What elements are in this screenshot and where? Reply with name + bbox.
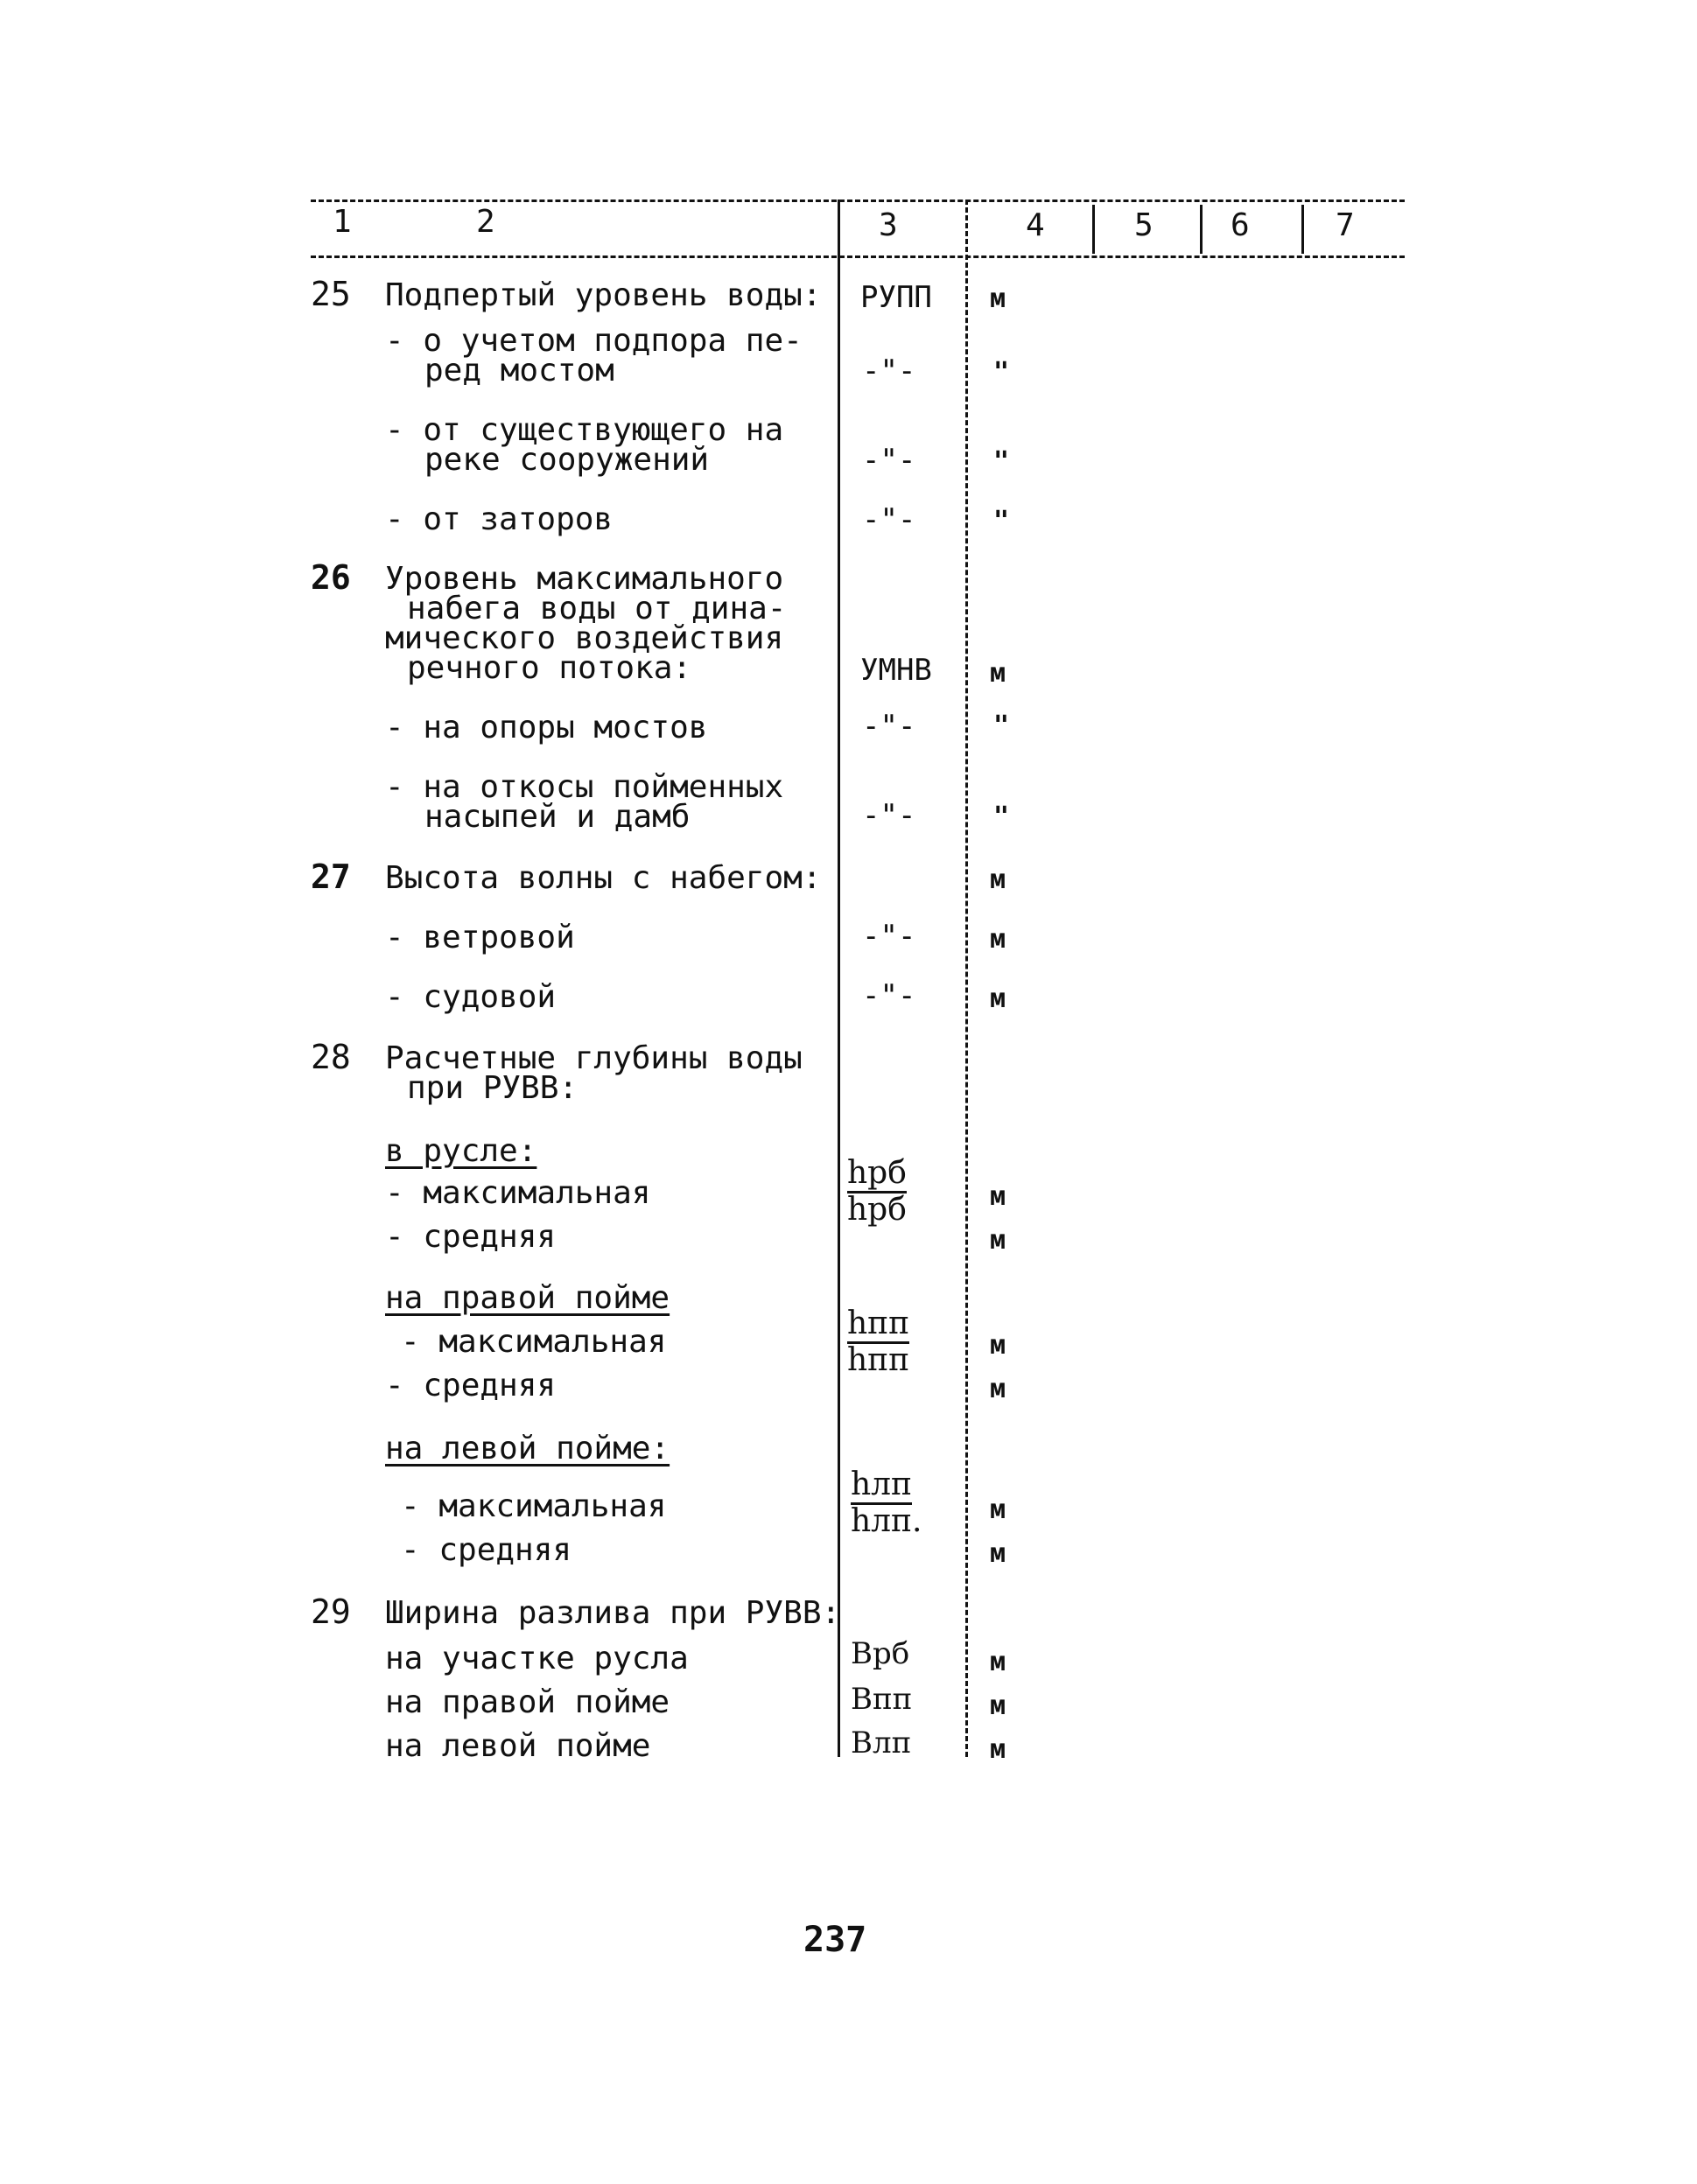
row-29-title: Ширина разлива при РУВВ: (385, 1595, 841, 1631)
row-29-sub2-symbol: Bпп (851, 1682, 913, 1717)
row-28-group2-symbol-bottom: hпп (847, 1342, 910, 1378)
table-header-rule (311, 256, 1405, 258)
row-28-group2-avg-unit: м (990, 1374, 1006, 1404)
row-27-sub2: - судовой (385, 979, 557, 1015)
row-26-line4: речного потока: (407, 650, 692, 686)
row-25-sub2-line2: реке сооружений (424, 442, 710, 478)
row-25-sub1-line2: ред мостом (424, 353, 614, 388)
row-26-line3: мического воздействия (385, 620, 784, 656)
row-26-symbol: УМНВ (860, 653, 932, 688)
row-29-sub2: на правой пойме (385, 1684, 670, 1720)
row-28-group2-max: - максимальная (401, 1324, 667, 1360)
row-26-line2: набега воды от дина- (407, 591, 787, 626)
column-divider-4-5 (1092, 205, 1095, 254)
row-28-group1-max: - максимальная (385, 1175, 651, 1211)
row-25-sub1-unit: " (993, 357, 1010, 388)
row-27-sub2-unit: м (990, 984, 1006, 1014)
row-28-group2-max-unit: м (990, 1330, 1006, 1361)
column-divider-6-7 (1301, 205, 1304, 254)
row-26-sub2-unit: " (993, 802, 1010, 832)
row-26-sub2-line2: насыпей и дамб (424, 799, 691, 835)
row-26-sub1-unit: " (993, 710, 1010, 741)
row-28-group3-max-unit: м (990, 1494, 1006, 1525)
page-number: 237 (803, 1920, 867, 1960)
row-28-group1-symbol-bottom: hрб (847, 1192, 907, 1228)
row-number-27: 27 (311, 858, 351, 896)
row-29-sub1-unit: м (990, 1647, 1006, 1677)
column-header-7: 7 (1336, 207, 1355, 243)
row-26-sub1-symbol: -"- (862, 709, 916, 744)
row-28-group1-max-unit: м (990, 1181, 1006, 1212)
row-25-sub2-line1: - от существующего на (385, 412, 784, 448)
row-28-line1: Расчетные глубины воды (385, 1040, 803, 1076)
row-28-group1-symbol (847, 1157, 907, 1227)
row-29-sub3: на левой пойме (385, 1728, 651, 1764)
row-28-group2-symbol-top: hпп (847, 1307, 909, 1344)
row-26-sub2-symbol: -"- (862, 798, 916, 833)
row-28-group3-avg-unit: м (990, 1538, 1006, 1569)
row-29-sub3-symbol: Bлп (851, 1726, 912, 1760)
column-header-2: 2 (476, 204, 495, 240)
column-header-5: 5 (1134, 207, 1154, 243)
row-26-sub2-line1: - на откосы пойменных (385, 769, 784, 805)
row-27-sub1-symbol: -"- (862, 919, 916, 954)
row-25-sub3-symbol: -"- (862, 502, 916, 537)
column-divider-5-6 (1200, 205, 1203, 254)
row-25-sub3-unit: " (993, 506, 1010, 536)
row-28-group1-heading: в русле: (385, 1133, 537, 1169)
row-28-group3-heading: на левой пойме: (385, 1431, 670, 1466)
row-29-sub3-unit: м (990, 1734, 1006, 1765)
row-25-sub3: - от заторов (385, 501, 614, 537)
row-27-sub1-unit: м (990, 924, 1006, 955)
row-28-group3-symbol (851, 1468, 922, 1538)
column-header-6: 6 (1231, 207, 1250, 243)
row-25-sub1-symbol: -"- (862, 354, 916, 388)
row-number-25: 25 (311, 275, 351, 313)
row-28-group3-max: - максимальная (401, 1488, 667, 1524)
row-25-sub2-symbol: -"- (862, 443, 916, 478)
row-28-line2: при РУВВ: (407, 1070, 579, 1106)
row-number-26: 26 (311, 558, 351, 597)
row-28-group2-heading: на правой пойме (385, 1280, 670, 1316)
row-25-title: Подпертый уровень воды: (385, 277, 822, 313)
row-27-sub1: - ветровой (385, 920, 575, 956)
row-27-title: Высота волны с набегом: (385, 860, 822, 896)
row-28-group2-avg: - средняя (385, 1368, 557, 1404)
row-number-29: 29 (311, 1592, 351, 1631)
row-27-unit: м (990, 864, 1006, 895)
column-header-3: 3 (879, 207, 898, 243)
column-header-4: 4 (1026, 207, 1045, 243)
row-25-sub2-unit: " (993, 446, 1010, 477)
row-28-group1-symbol-top: hрб (847, 1157, 907, 1194)
row-26-line1: Уровень максимального (385, 561, 784, 597)
table-top-rule (311, 200, 1405, 202)
column-divider-2-3 (838, 200, 840, 1757)
row-28-group1-avg: - средняя (385, 1219, 557, 1255)
row-25-sub1-line1: - о учетом подпора пе- (385, 323, 803, 359)
row-28-group3-symbol-top: hлп (851, 1468, 912, 1505)
column-header-1: 1 (333, 204, 352, 240)
row-28-group3-avg: - средняя (401, 1532, 572, 1568)
row-26-unit: м (990, 658, 1006, 689)
row-25-symbol: РУПП (860, 280, 932, 315)
column-divider-3-4 (965, 200, 968, 1757)
row-28-group2-symbol (847, 1307, 909, 1377)
row-27-sub2-symbol: -"- (862, 978, 916, 1013)
row-26-sub1: - на опоры мостов (385, 710, 708, 746)
row-29-sub2-unit: м (990, 1690, 1006, 1721)
row-28-group1-avg-unit: м (990, 1225, 1006, 1256)
row-29-sub1: на участке русла (385, 1641, 689, 1676)
row-25-unit: м (990, 284, 1006, 314)
row-28-group3-symbol-bottom: hлп. (851, 1503, 922, 1539)
row-29-sub1-symbol: Bрб (851, 1636, 910, 1671)
row-number-28: 28 (311, 1038, 351, 1076)
